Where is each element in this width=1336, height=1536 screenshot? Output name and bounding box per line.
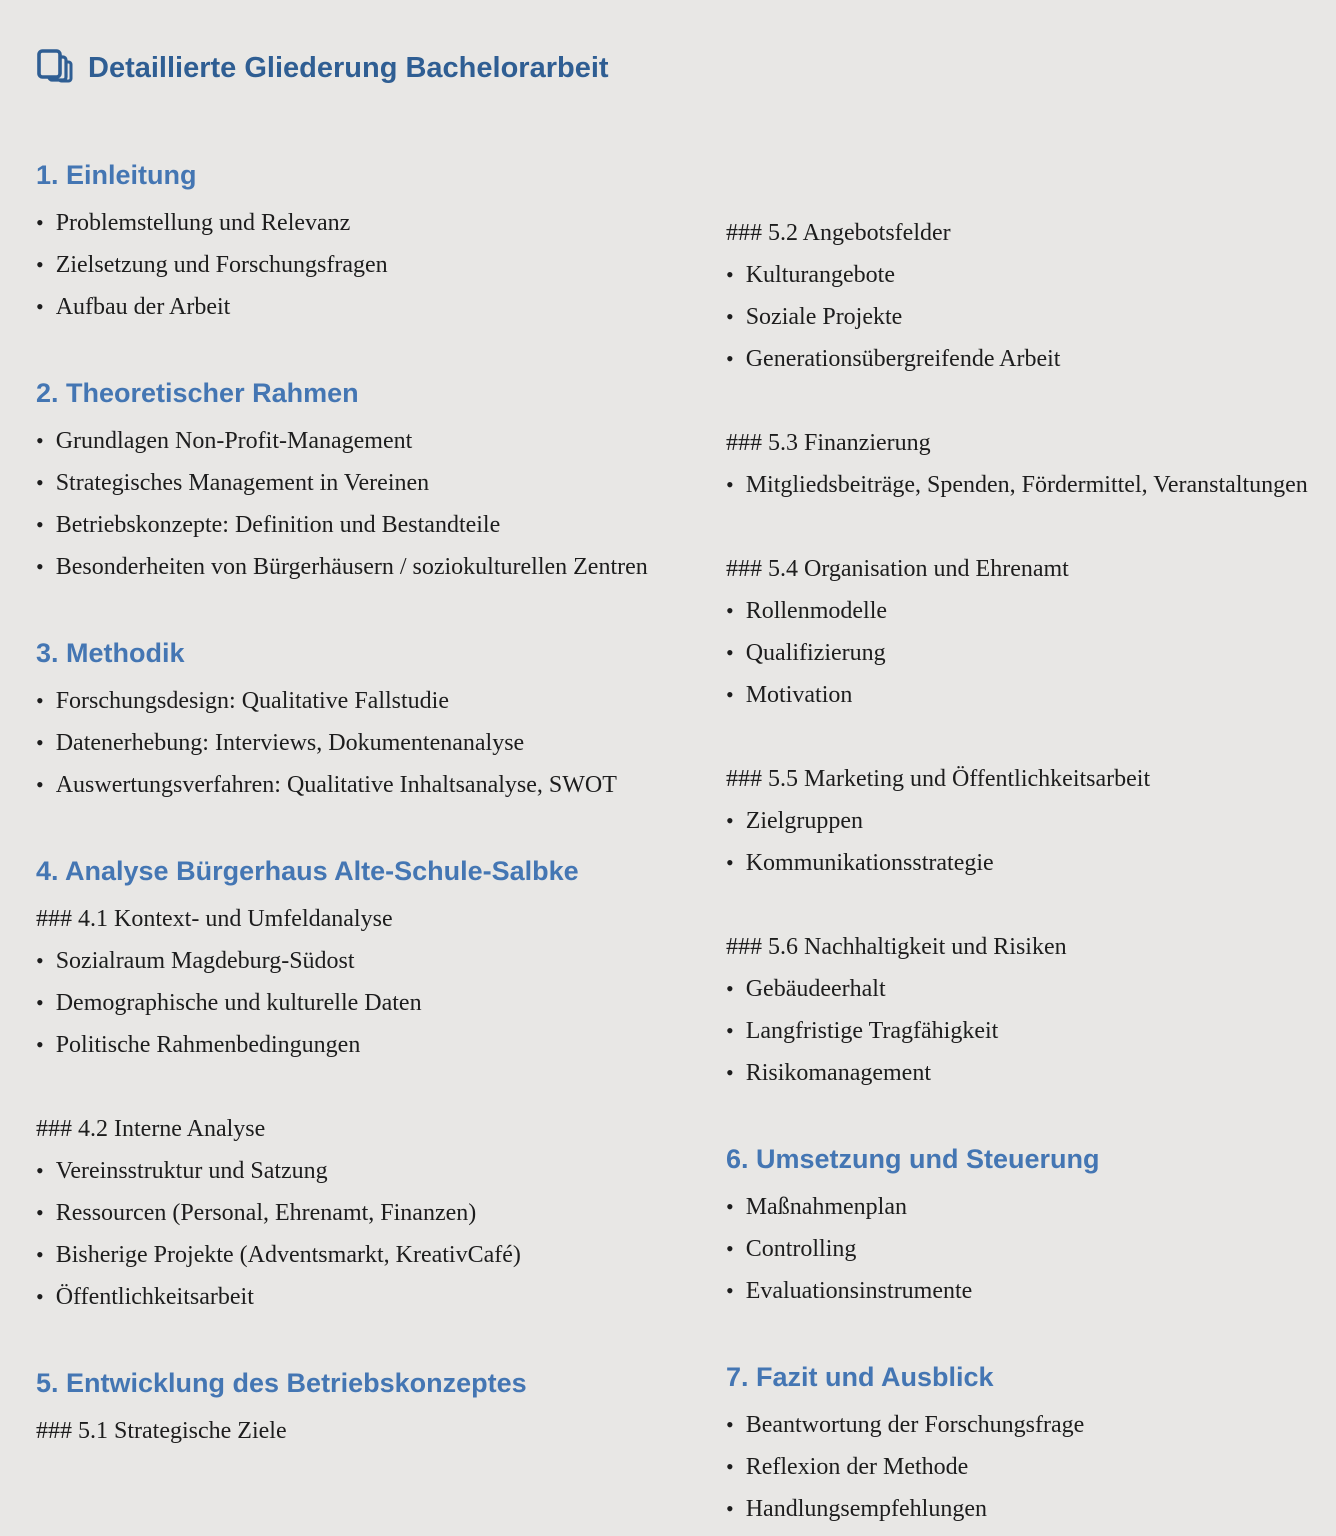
bullet-list (726, 590, 1332, 716)
left-column (36, 48, 704, 1452)
outline-section (36, 848, 704, 894)
subsection-heading: ### 4.2 Interne Analyse (36, 1116, 266, 1142)
list-item: • Ressourcen (Personal, Ehrenamt, Finanzen) (36, 1192, 704, 1234)
right-column-blocks (726, 212, 1332, 1530)
subsection-heading: ### 5.4 Organisation und Ehrenamt (726, 556, 1069, 582)
outline-subsection (726, 548, 1332, 716)
list-item: • Controlling (726, 1228, 1332, 1270)
list-item: • Zielsetzung und Forschungsfragen (36, 244, 704, 286)
section-heading: 5. Entwicklung des Betriebskonzeptes (36, 1368, 527, 1398)
list-item: • Öffentlichkeitsarbeit (36, 1276, 704, 1318)
subsection-heading: ### 4.1 Kontext- und Umfeldanalyse (36, 906, 393, 932)
outline-section (36, 630, 704, 806)
subsection-heading: ### 5.2 Angebotsfelder (726, 220, 951, 246)
subsection-heading: ### 5.5 Marketing und Öffentlichkeitsarbeit (726, 766, 1151, 792)
list-item: • Problemstellung und Relevanz (36, 202, 704, 244)
outline-subsection (726, 926, 1332, 1094)
list-item: • Sozialraum Magdeburg-Südost (36, 940, 704, 982)
bullet-list (36, 202, 704, 328)
list-item: • Datenerhebung: Interviews, Dokumentenanalyse (36, 722, 704, 764)
bullet-list (726, 1186, 1332, 1312)
outline-section (726, 1354, 1332, 1530)
section-heading: 2. Theoretischer Rahmen (36, 378, 359, 408)
section-heading: 1. Einleitung (36, 160, 197, 190)
outline-subsection (36, 1108, 704, 1318)
list-item: • Kommunikationsstrategie (726, 842, 1332, 884)
bullet-list (36, 420, 704, 588)
list-item: • Reflexion der Methode (726, 1446, 1332, 1488)
outline-subsection (36, 898, 704, 1066)
list-item: • Qualifizierung (726, 632, 1332, 674)
outline-subsection (726, 758, 1332, 884)
list-item: • Vereinsstruktur und Satzung (36, 1150, 704, 1192)
list-item: • Forschungsdesign: Qualitative Fallstudie (36, 680, 704, 722)
list-item: • Auswertungsverfahren: Qualitative Inhaltsanalyse, SWOT (36, 764, 704, 806)
outline-section (36, 370, 704, 588)
stacked-pages-icon (36, 49, 76, 87)
list-item: • Zielgruppen (726, 800, 1332, 842)
list-item: • Besonderheiten von Bürgerhäusern / soziokulturellen Zentren (36, 546, 704, 588)
list-item: • Gebäudeerhalt (726, 968, 1332, 1010)
list-item: • Generationsübergreifende Arbeit (726, 338, 1332, 380)
left-column-blocks (36, 152, 704, 1452)
list-item: • Soziale Projekte (726, 296, 1332, 338)
list-item: • Kulturangebote (726, 254, 1332, 296)
outline-subsection (726, 212, 1332, 380)
subsection-heading: ### 5.6 Nachhaltigkeit und Risiken (726, 934, 1067, 960)
right-column (726, 212, 1332, 1530)
list-item: • Demographische und kulturelle Daten (36, 982, 704, 1024)
outline-subsection (36, 1410, 704, 1452)
list-item: • Strategisches Management in Vereinen (36, 462, 704, 504)
subsection-heading: ### 5.1 Strategische Ziele (36, 1418, 287, 1444)
list-item: • Handlungsempfehlungen (726, 1488, 1332, 1530)
section-heading: 4. Analyse Bürgerhaus Alte-Schule-Salbke (36, 856, 579, 886)
section-heading: 6. Umsetzung und Steuerung (726, 1144, 1100, 1174)
list-item: • Mitgliedsbeiträge, Spenden, Fördermittel, Veranstaltungen (726, 464, 1332, 506)
list-item: • Risikomanagement (726, 1052, 1332, 1094)
outline-section (36, 1360, 704, 1406)
list-item: • Aufbau der Arbeit (36, 286, 704, 328)
bullet-list (726, 464, 1332, 506)
document-title: Detaillierte Gliederung Bachelorarbeit (88, 52, 609, 84)
bullet-list (36, 680, 704, 806)
list-item: • Grundlagen Non-Profit-Management (36, 420, 704, 462)
section-heading: 7. Fazit und Ausblick (726, 1362, 994, 1392)
bullet-list (726, 800, 1332, 884)
bullet-list (726, 1404, 1332, 1530)
list-item: • Bisherige Projekte (Adventsmarkt, KreativCafé) (36, 1234, 704, 1276)
list-item: • Motivation (726, 674, 1332, 716)
subsection-heading: ### 5.3 Finanzierung (726, 430, 931, 456)
list-item: • Rollenmodelle (726, 590, 1332, 632)
list-item: • Evaluationsinstrumente (726, 1270, 1332, 1312)
section-heading: 3. Methodik (36, 638, 185, 668)
list-item: • Langfristige Tragfähigkeit (726, 1010, 1332, 1052)
bullet-list (726, 968, 1332, 1094)
bullet-list (36, 1150, 704, 1318)
list-item: • Politische Rahmenbedingungen (36, 1024, 704, 1066)
list-item: • Betriebskonzepte: Definition und Bestandteile (36, 504, 704, 546)
document-title-row (36, 48, 704, 88)
bullet-list (726, 254, 1332, 380)
outline-section (726, 1136, 1332, 1312)
bullet-list (36, 940, 704, 1066)
list-item: • Maßnahmenplan (726, 1186, 1332, 1228)
outline-section (36, 152, 704, 328)
list-item: • Beantwortung der Forschungsfrage (726, 1404, 1332, 1446)
outline-subsection (726, 422, 1332, 506)
